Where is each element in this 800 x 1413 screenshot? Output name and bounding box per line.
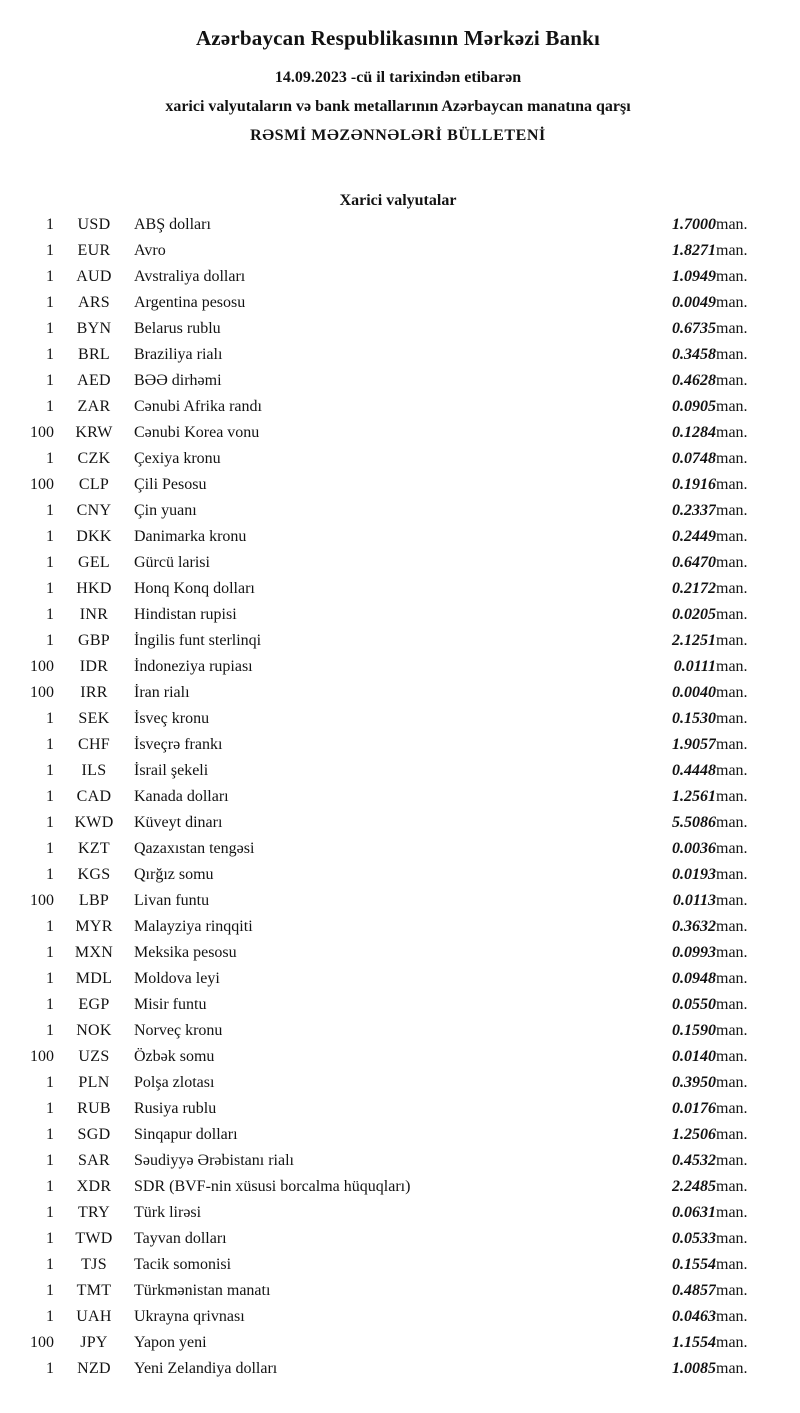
currency-code-cell: KGS xyxy=(77,866,111,883)
currency-code-cell: SAR xyxy=(77,1152,111,1169)
currency-code-cell: KZT xyxy=(77,840,110,857)
currency-code-cell: MYR xyxy=(75,918,113,935)
quantity-cell: 1 xyxy=(46,1230,54,1247)
quantity-cell: 1 xyxy=(46,814,54,831)
currency-name-cell: İsrail şekeli xyxy=(134,762,209,779)
currency-row xyxy=(20,476,776,502)
currency-row xyxy=(20,268,776,294)
unit-cell: man. xyxy=(716,580,748,597)
currency-row xyxy=(20,580,776,606)
currency-code-cell: UZS xyxy=(78,1048,110,1065)
unit-cell: man. xyxy=(716,892,748,909)
unit-cell: man. xyxy=(716,840,748,857)
rate-cell: 1.0085 xyxy=(672,1360,716,1377)
currency-name-cell: Ukrayna qrivnası xyxy=(134,1308,245,1325)
currency-row xyxy=(20,1230,776,1256)
rate-cell: 1.7000 xyxy=(672,216,716,233)
quantity-cell: 1 xyxy=(46,554,54,571)
currency-name-cell: SDR (BVF-nin xüsusi borcalma hüquqları) xyxy=(134,1178,411,1195)
unit-cell: man. xyxy=(716,1334,748,1351)
currency-row xyxy=(20,1022,776,1048)
rate-cell: 0.1916 xyxy=(672,476,716,493)
currency-row xyxy=(20,216,776,242)
currency-row xyxy=(20,684,776,710)
rate-cell: 0.0049 xyxy=(672,294,716,311)
currency-row xyxy=(20,970,776,996)
currency-row xyxy=(20,788,776,814)
quantity-cell: 1 xyxy=(46,346,54,363)
currency-code-cell: TJS xyxy=(81,1256,107,1273)
rate-cell: 0.1590 xyxy=(672,1022,716,1039)
unit-cell: man. xyxy=(716,216,748,233)
quantity-cell: 1 xyxy=(46,1308,54,1325)
currency-code-cell: CZK xyxy=(77,450,111,467)
rate-cell: 0.2172 xyxy=(672,580,716,597)
currency-code-cell: TWD xyxy=(75,1230,113,1247)
unit-cell: man. xyxy=(716,502,748,519)
unit-cell: man. xyxy=(716,424,748,441)
bulletin-header xyxy=(20,26,776,150)
currency-code-cell: EGP xyxy=(78,996,110,1013)
currency-code-cell: PLN xyxy=(78,1074,110,1091)
unit-cell: man. xyxy=(716,242,748,259)
unit-cell: man. xyxy=(716,1308,748,1325)
currency-name-cell: İran rialı xyxy=(134,684,190,701)
unit-cell: man. xyxy=(716,996,748,1013)
quantity-cell: 100 xyxy=(30,1334,54,1351)
rate-cell: 2.1251 xyxy=(672,632,716,649)
rate-cell: 0.0176 xyxy=(672,1100,716,1117)
quantity-cell: 1 xyxy=(46,632,54,649)
currency-code-cell: GEL xyxy=(77,554,110,571)
currency-row xyxy=(20,294,776,320)
rate-cell: 0.4532 xyxy=(672,1152,716,1169)
unit-cell: man. xyxy=(716,476,748,493)
unit-cell: man. xyxy=(716,918,748,935)
rate-cell: 0.6470 xyxy=(672,554,716,571)
currency-row xyxy=(20,1100,776,1126)
unit-cell: man. xyxy=(716,398,748,415)
currency-code-cell: INR xyxy=(79,606,109,623)
currency-name-cell: Qırğız somu xyxy=(134,866,214,883)
unit-cell: man. xyxy=(716,1048,748,1065)
currency-name-cell: Avstraliya dolları xyxy=(134,268,246,285)
rate-cell: 0.0463 xyxy=(672,1308,716,1325)
rate-cell: 0.0040 xyxy=(672,684,716,701)
currency-name-cell: Braziliya rialı xyxy=(134,346,223,363)
currency-code-cell: CLP xyxy=(78,476,110,493)
currency-row xyxy=(20,1334,776,1360)
currency-code-cell: ARS xyxy=(77,294,111,311)
currency-row xyxy=(20,398,776,424)
currency-code-cell: SEK xyxy=(78,710,110,727)
currency-name-cell: Yeni Zelandiya dolları xyxy=(134,1360,278,1377)
currency-row xyxy=(20,346,776,372)
unit-cell: man. xyxy=(716,294,748,311)
rate-cell: 0.1554 xyxy=(672,1256,716,1273)
quantity-cell: 1 xyxy=(46,710,54,727)
rate-cell: 0.0140 xyxy=(672,1048,716,1065)
currency-code-cell: JPY xyxy=(80,1334,108,1351)
rate-cell: 0.0113 xyxy=(672,892,716,909)
currency-code-cell: NZD xyxy=(77,1360,111,1377)
currency-code-cell: RUB xyxy=(77,1100,111,1117)
rate-cell: 0.4448 xyxy=(672,762,716,779)
rate-cell: 0.0550 xyxy=(672,996,716,1013)
rate-cell: 0.0631 xyxy=(672,1204,716,1221)
quantity-cell: 1 xyxy=(46,1360,54,1377)
unit-cell: man. xyxy=(716,450,748,467)
rate-cell: 1.9057 xyxy=(672,736,716,753)
unit-cell: man. xyxy=(716,528,748,545)
quantity-cell: 1 xyxy=(46,944,54,961)
quantity-cell: 1 xyxy=(46,268,54,285)
rate-cell: 1.1554 xyxy=(672,1334,716,1351)
currency-row xyxy=(20,814,776,840)
currency-name-cell: Polşa zlotası xyxy=(134,1074,215,1091)
unit-cell: man. xyxy=(716,658,748,675)
currency-code-cell: BYN xyxy=(76,320,112,337)
currency-code-cell: XDR xyxy=(76,1178,112,1195)
unit-cell: man. xyxy=(716,268,748,285)
currency-code-cell: ZAR xyxy=(77,398,111,415)
currency-code-cell: IDR xyxy=(79,658,109,675)
quantity-cell: 1 xyxy=(46,840,54,857)
rate-cell: 0.0948 xyxy=(672,970,716,987)
rate-cell: 2.2485 xyxy=(672,1178,716,1195)
currency-name-cell: Türkmənistan manatı xyxy=(134,1282,271,1299)
currency-name-cell: Qazaxıstan tengəsi xyxy=(134,840,255,857)
unit-cell: man. xyxy=(716,632,748,649)
currency-code-cell: HKD xyxy=(76,580,112,597)
quantity-cell: 1 xyxy=(46,216,54,233)
unit-cell: man. xyxy=(716,710,748,727)
rate-cell: 0.2337 xyxy=(672,502,716,519)
rate-cell: 0.0748 xyxy=(672,450,716,467)
quantity-cell: 100 xyxy=(30,892,54,909)
rate-cell: 0.3458 xyxy=(672,346,716,363)
currency-name-cell: Honq Konq dolları xyxy=(134,580,255,597)
currency-name-cell: Küveyt dinarı xyxy=(134,814,223,831)
currency-row xyxy=(20,1048,776,1074)
quantity-cell: 100 xyxy=(30,424,54,441)
unit-cell: man. xyxy=(716,1360,748,1377)
rates-table xyxy=(20,216,776,1386)
currency-name-cell: Norveç kronu xyxy=(134,1022,223,1039)
quantity-cell: 1 xyxy=(46,398,54,415)
section-title: Xarici valyutalar xyxy=(339,192,457,209)
currency-code-cell: AED xyxy=(77,372,111,389)
currency-row xyxy=(20,866,776,892)
quantity-cell: 100 xyxy=(30,684,54,701)
rate-cell: 5.5086 xyxy=(672,814,716,831)
currency-name-cell: Moldova leyi xyxy=(134,970,220,987)
currency-code-cell: KWD xyxy=(74,814,114,831)
quantity-cell: 1 xyxy=(46,1256,54,1273)
currency-row xyxy=(20,1308,776,1334)
currency-name-cell: Tacik somonisi xyxy=(134,1256,232,1273)
quantity-cell: 1 xyxy=(46,242,54,259)
currency-row xyxy=(20,1256,776,1282)
unit-cell: man. xyxy=(716,970,748,987)
rate-cell: 0.3632 xyxy=(672,918,716,935)
currency-row xyxy=(20,944,776,970)
currency-code-cell: LBP xyxy=(78,892,110,909)
rate-cell: 1.8271 xyxy=(672,242,716,259)
rate-cell: 0.0111 xyxy=(673,658,716,675)
unit-cell: man. xyxy=(716,866,748,883)
currency-name-cell: Malayziya rinqqiti xyxy=(134,918,253,935)
rate-cell: 0.0205 xyxy=(672,606,716,623)
currency-name-cell: Özbək somu xyxy=(134,1048,215,1065)
currency-name-cell: Çexiya kronu xyxy=(134,450,221,467)
quantity-cell: 1 xyxy=(46,970,54,987)
unit-cell: man. xyxy=(716,1230,748,1247)
currency-row xyxy=(20,658,776,684)
rate-cell: 1.0949 xyxy=(672,268,716,285)
unit-cell: man. xyxy=(716,944,748,961)
currency-code-cell: CNY xyxy=(76,502,112,519)
quantity-cell: 1 xyxy=(46,1100,54,1117)
unit-cell: man. xyxy=(716,320,748,337)
quantity-cell: 100 xyxy=(30,476,54,493)
quantity-cell: 1 xyxy=(46,762,54,779)
quantity-cell: 1 xyxy=(46,1282,54,1299)
currency-name-cell: Misir funtu xyxy=(134,996,207,1013)
currency-name-cell: Cənubi Afrika randı xyxy=(134,398,262,415)
currency-code-cell: UAH xyxy=(76,1308,112,1325)
currency-name-cell: İndoneziya rupiası xyxy=(134,658,253,675)
unit-cell: man. xyxy=(716,1256,748,1273)
currency-name-cell: İsveç kronu xyxy=(134,710,210,727)
currency-row xyxy=(20,1360,776,1386)
quantity-cell: 1 xyxy=(46,320,54,337)
rate-cell: 0.4628 xyxy=(672,372,716,389)
currency-name-cell: Çili Pesosu xyxy=(134,476,207,493)
currency-name-cell: İngilis funt sterlinqi xyxy=(134,632,262,649)
currency-name-cell: Cənubi Korea vonu xyxy=(134,424,260,441)
currency-name-cell: Çin yuanı xyxy=(134,502,197,519)
currency-name-cell: Rusiya rublu xyxy=(134,1100,217,1117)
quantity-cell: 1 xyxy=(46,736,54,753)
unit-cell: man. xyxy=(716,554,748,571)
currency-row xyxy=(20,632,776,658)
quantity-cell: 1 xyxy=(46,372,54,389)
quantity-cell: 1 xyxy=(46,528,54,545)
rate-cell: 0.2449 xyxy=(672,528,716,545)
currency-name-cell: Hindistan rupisi xyxy=(134,606,237,623)
bulletin-title: RƏSMİ MƏZƏNNƏLƏRİ BÜLLETENİ xyxy=(250,127,546,144)
unit-cell: man. xyxy=(716,1152,748,1169)
unit-cell: man. xyxy=(716,1282,748,1299)
currency-name-cell: Argentina pesosu xyxy=(134,294,246,311)
currency-name-cell: Avro xyxy=(134,242,166,259)
rate-cell: 0.1530 xyxy=(672,710,716,727)
currency-row xyxy=(20,1282,776,1308)
quantity-cell: 1 xyxy=(46,1074,54,1091)
unit-cell: man. xyxy=(716,1204,748,1221)
quantity-cell: 1 xyxy=(46,788,54,805)
unit-cell: man. xyxy=(716,736,748,753)
currency-code-cell: IRR xyxy=(80,684,108,701)
quantity-cell: 100 xyxy=(30,658,54,675)
rate-cell: 1.2506 xyxy=(672,1126,716,1143)
currency-row xyxy=(20,1152,776,1178)
currency-name-cell: Danimarka kronu xyxy=(134,528,247,545)
currency-row xyxy=(20,1126,776,1152)
unit-cell: man. xyxy=(716,762,748,779)
rate-cell: 0.4857 xyxy=(672,1282,716,1299)
currency-name-cell: Gürcü larisi xyxy=(134,554,210,571)
currency-row xyxy=(20,1178,776,1204)
unit-cell: man. xyxy=(716,814,748,831)
quantity-cell: 1 xyxy=(46,1152,54,1169)
currency-name-cell: Səudiyyə Ərəbistanı rialı xyxy=(134,1152,294,1169)
currency-name-cell: İsveçrə frankı xyxy=(134,736,223,753)
quantity-cell: 1 xyxy=(46,502,54,519)
currency-code-cell: MXN xyxy=(74,944,114,961)
scope-line: xarici valyutaların və bank metallarının Azərbaycan manatına qarşı xyxy=(165,98,631,115)
currency-row xyxy=(20,762,776,788)
rate-cell: 0.0533 xyxy=(672,1230,716,1247)
currency-row xyxy=(20,502,776,528)
unit-cell: man. xyxy=(716,788,748,805)
rate-cell: 0.3950 xyxy=(672,1074,716,1091)
quantity-cell: 1 xyxy=(46,1126,54,1143)
rate-cell: 0.1284 xyxy=(672,424,716,441)
currency-code-cell: GBP xyxy=(77,632,111,649)
rate-cell: 0.0036 xyxy=(672,840,716,857)
currency-row xyxy=(20,710,776,736)
quantity-cell: 1 xyxy=(46,866,54,883)
quantity-cell: 100 xyxy=(30,1048,54,1065)
rate-cell: 1.2561 xyxy=(672,788,716,805)
currency-row xyxy=(20,450,776,476)
quantity-cell: 1 xyxy=(46,580,54,597)
unit-cell: man. xyxy=(716,372,748,389)
unit-cell: man. xyxy=(716,1100,748,1117)
currency-code-cell: KRW xyxy=(75,424,113,441)
currency-name-cell: Livan funtu xyxy=(134,892,210,909)
quantity-cell: 1 xyxy=(46,918,54,935)
currency-code-cell: NOK xyxy=(76,1022,112,1039)
currency-code-cell: DKK xyxy=(76,528,112,545)
currency-code-cell: TRY xyxy=(77,1204,111,1221)
currency-code-cell: MDL xyxy=(75,970,113,987)
quantity-cell: 1 xyxy=(46,294,54,311)
quantity-cell: 1 xyxy=(46,1204,54,1221)
quantity-cell: 1 xyxy=(46,1022,54,1039)
currency-code-cell: CAD xyxy=(76,788,112,805)
currency-code-cell: USD xyxy=(77,216,111,233)
currency-row xyxy=(20,736,776,762)
unit-cell: man. xyxy=(716,1022,748,1039)
currency-row xyxy=(20,606,776,632)
rate-cell: 0.6735 xyxy=(672,320,716,337)
currency-row xyxy=(20,996,776,1022)
currency-code-cell: SGD xyxy=(77,1126,111,1143)
currency-row xyxy=(20,918,776,944)
currency-name-cell: Belarus rublu xyxy=(134,320,221,337)
currency-code-cell: BRL xyxy=(77,346,111,363)
unit-cell: man. xyxy=(716,346,748,363)
currency-name-cell: Yapon yeni xyxy=(134,1334,207,1351)
quantity-cell: 1 xyxy=(46,1178,54,1195)
currency-name-cell: Tayvan dolları xyxy=(134,1230,227,1247)
currency-name-cell: Sinqapur dolları xyxy=(134,1126,238,1143)
currency-name-cell: Kanada dolları xyxy=(134,788,229,805)
unit-cell: man. xyxy=(716,1074,748,1091)
quantity-cell: 1 xyxy=(46,450,54,467)
quantity-cell: 1 xyxy=(46,606,54,623)
currency-row xyxy=(20,1204,776,1230)
currency-row xyxy=(20,320,776,346)
currency-row xyxy=(20,242,776,268)
currency-code-cell: EUR xyxy=(77,242,111,259)
currency-name-cell: ABŞ dolları xyxy=(134,216,211,233)
currency-name-cell: Meksika pesosu xyxy=(134,944,237,961)
currency-row xyxy=(20,554,776,580)
rate-cell: 0.0905 xyxy=(672,398,716,415)
currency-name-cell: Türk lirəsi xyxy=(134,1204,202,1221)
unit-cell: man. xyxy=(716,606,748,623)
unit-cell: man. xyxy=(716,1126,748,1143)
rates-table-body xyxy=(20,216,776,1386)
currency-code-cell: AUD xyxy=(76,268,112,285)
rate-cell: 0.0993 xyxy=(672,944,716,961)
currency-row xyxy=(20,1074,776,1100)
currency-name-cell: BƏƏ dirhəmi xyxy=(134,372,222,389)
quantity-cell: 1 xyxy=(46,996,54,1013)
currency-code-cell: CHF xyxy=(77,736,111,753)
currency-row xyxy=(20,840,776,866)
currency-row xyxy=(20,528,776,554)
currency-row xyxy=(20,372,776,398)
effective-date-line: 14.09.2023 -cü il tarixindən etibarən xyxy=(274,69,522,86)
unit-cell: man. xyxy=(716,1178,748,1195)
bank-title: Azərbaycan Respublikasının Mərkəzi Bankı xyxy=(195,26,601,50)
unit-cell: man. xyxy=(716,684,748,701)
currency-code-cell: TMT xyxy=(76,1282,112,1299)
currency-row xyxy=(20,892,776,918)
currency-row xyxy=(20,424,776,450)
currency-code-cell: ILS xyxy=(81,762,107,779)
rate-cell: 0.0193 xyxy=(672,866,716,883)
